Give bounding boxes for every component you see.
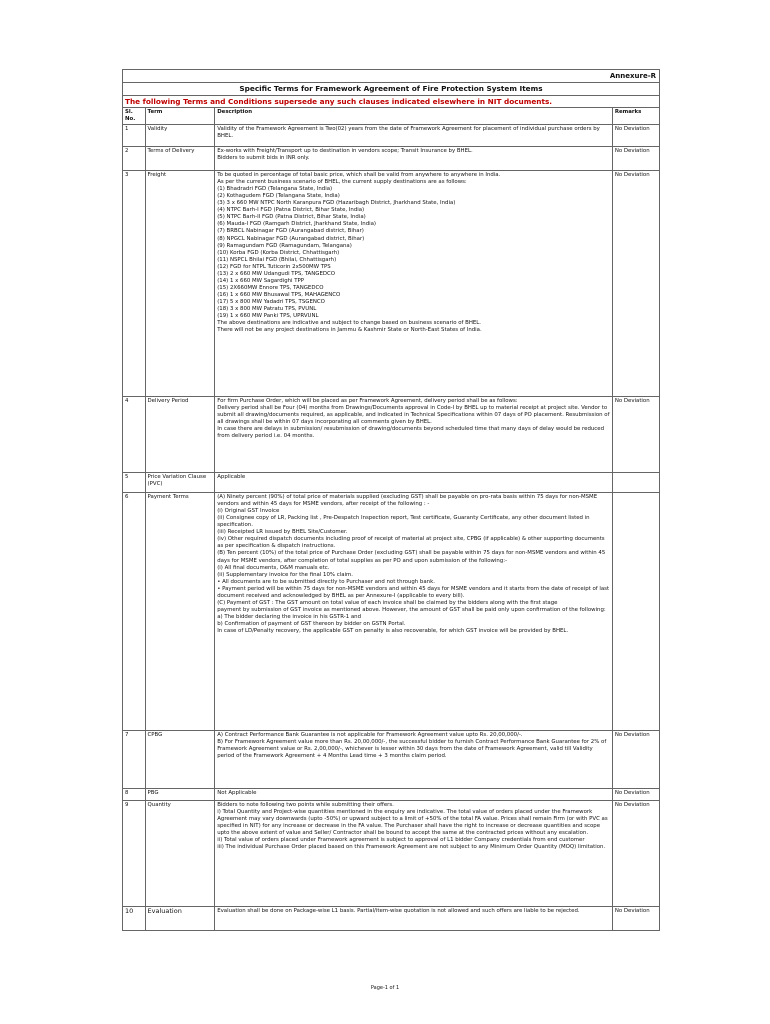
- row-sl: 5: [123, 473, 146, 493]
- row-sl: 3: [123, 171, 146, 397]
- row-sl: 4: [123, 397, 146, 473]
- document-title: Specific Terms for Framework Agreement of Fire Protection System Items: [123, 83, 660, 96]
- row-description: Not Applicable: [215, 789, 613, 801]
- table-row: [123, 907, 660, 931]
- row-term: Payment Terms: [145, 493, 215, 731]
- header-description: Description: [215, 108, 613, 125]
- row-sl: 8: [123, 789, 146, 801]
- row-term: PBG: [145, 789, 215, 801]
- row-description: (A) Ninety percent (90%) of total price of materials supplied (excluding GST) shall be payable on pro-rata basis within 75 days for non-MSME vendors and within 45 days for MSME vendors, after receipt of the following : - (i) Original GST Invoice (ii) Consignee copy of LR, Packing list , Pre-Despatch Inspection report, Test certificate, Guaranty Certificate, any other document listed in specification. (iii) Receipted LR issued by BHEL Site/Customer. (iv) Other required dispatch documents including proof of receipt of material at project site, CPBG (if applicable) & other supporting documents as per specification & dispatch instructions. (B) Ten percent (10%) of the total price of Purchase Order (excluding GST) shall be payable within 75 days for non-MSME vendors and within 45 days for MSME vendors, after completion of total supplies as per PO and upon submission of the following:- (i) All final documents, O&M manuals etc. (ii) Supplementary invoice for the final 10% claim. • All documents are to be submitted directly to Purchaser and not through bank. • Payment period will be within 75 days for non-MSME vendors and within 45 days for MSME vendors and it starts from the date of receipt of last document received and acknowledged by BHEL as per Annexure-I (applicable to every bill). (C) Payment of GST : The GST amount on total value of each invoice shall be claimed by the bidders along with the first stage payment by submission of GST invoice as mentioned above. However, the amount of GST shall be paid only upon confirmation of the following: a) The bidder declaring the invoice in his GSTR-1 and b) Confirmation of payment of GST thereon by bidder on GSTN Portal. In case of LD/Penalty recovery, the applicable GST on penalty is also recoverable, for which GST invoice will be provided by BHEL.: [215, 493, 613, 731]
- row-description: To be quoted in percentage of total basic price, which shall be valid from anywhere to anywhere in India. As per the current business scenario of BHEL, the current supply destinations are as follows: (1) Bhadradri FGD (Telangana State, India) (2) Kothagudem FGD (Telangana State, India) (3) 3 x 660 MW NTPC North Karanpura FGD (Hazaribagh District, Jharkhand State, India) (4) NTPC Barh-I FGD (Patna District, Bihar State, India) (5) NTPC Barh-II FGD (Patna District, Bihar State, India) (6) Mauda-I FGD (Ramgarh District, Jharkhand State, India) (7) BRBCL Nabinagar FGD (Aurangabad district, Bihar) (8) NPGCL Nabinagar FGD (Aurangabad district, Bihar) (9) Ramagundam FGD (Ramagundam, Telangana) (10) Korba FGD (Korba District, Chhattisgarh) (11) NSPCL Bhilai FGD (Bhilai, Chhattisgarh) (12) FGD for NTPL Tuticorin 2x500MW TPS (13) 2 x 660 MW Udangudi TPS, TANGEDCO (14) 1 x 660 MW Sagardighi TPP (15) 2X660MW Ennore TPS, TANGEDCO (16) 1 x 660 MW Bhusawal TPS, MAHAGENCO (17) 5 x 800 MW Yadadri TPS, TSGENCO (18) 3 x 800 MW Patratu TPS, PVUNL (19) 1 x 660 MW Panki TPS, UPRVUNL The above destinations are indicative and subject to change based on business scenario of BHEL. There will not be any project destinations in Jammu & Kashmir State or North-East States of India.: [215, 171, 613, 397]
- row-sl: 6: [123, 493, 146, 731]
- row-term: Delivery Period: [145, 397, 215, 473]
- row-remarks: [612, 473, 659, 493]
- row-term: CPBG: [145, 731, 215, 789]
- row-description: Applicable: [215, 473, 613, 493]
- header-term: Term: [145, 108, 215, 125]
- row-sl: 9: [123, 801, 146, 907]
- row-remarks: No Deviation: [612, 171, 659, 397]
- table-row: [123, 789, 660, 801]
- row-term: Terms of Delivery: [145, 147, 215, 171]
- row-sl: 10: [123, 907, 146, 931]
- row-description: Bidders to note following two points while submitting their offers. i) Total Quantity and Project-wise quantities mentioned in the enquiry are indicative. The total value of orders placed under the Framework Agreement may vary downwards (upto -50%) or upward subject to a limit of +50% of the total FA value. Prices shall remain Firm (or with PVC as specified in NIT) for any increase or decrease in the FA value. The Purchaser shall have the right to increase or decrease quantities and scope upto the above extent of value and Seller/ Contractor shall be bound to accept the same at the contracted prices without any escalation. ii) Total value of orders placed under Framework agreement is subject to approval of L1 bidder Company credentials from end customer iii) The individual Purchase Order placed based on this Framework Agreement are not subject to any Minimum Order Quantity (MOQ) limitation.: [215, 801, 613, 907]
- row-sl: 1: [123, 125, 146, 147]
- supersede-notice: The following Terms and Conditions supersede any such clauses indicated elsewhere in NIT documents.: [123, 96, 660, 108]
- table-row: [123, 397, 660, 473]
- row-remarks: No Deviation: [612, 731, 659, 789]
- row-description: Validity of the Framework Agreement is Two(02) years from the date of Framework Agreement for placement of individual purchase orders by BHEL.: [215, 125, 613, 147]
- header-remarks: Remarks: [612, 108, 659, 125]
- row-term: Evaluation: [145, 907, 215, 931]
- table-row: [123, 147, 660, 171]
- row-remarks: No Deviation: [612, 397, 659, 473]
- table-row: [123, 493, 660, 731]
- row-description: A) Contract Performance Bank Guarantee is not applicable for Framework Agreement value upto Rs. 20,00,000/-. B) For Framework Agreement value more than Rs. 20,00,000/-, the successful bidder to furnish Contract Performance Bank Guarantee for 2% of Framework Agreement value or Rs. 2,00,000/-, whichever is lesser within 30 days from the date of Framework Agreement, valid till Validity period of the Framework Agreement + 4 Months Lead time + 3 months claim period.: [215, 731, 613, 789]
- row-description: Ex-works with Freight/Transport up to destination in vendors scope; Transit Insurance by BHEL. Bidders to submit bids in INR only.: [215, 147, 613, 171]
- page-footer: Page-1 of 1: [370, 985, 400, 991]
- table-row: [123, 731, 660, 789]
- row-sl: 7: [123, 731, 146, 789]
- row-description: Evaluation shall be done on Package-wise L1 basis. Partial/item-wise quotation is not allowed and such offers are liable to be rejected.: [215, 907, 613, 931]
- row-term: Quantity: [145, 801, 215, 907]
- row-term: Validity: [145, 125, 215, 147]
- row-remarks: No Deviation: [612, 907, 659, 931]
- row-remarks: No Deviation: [612, 789, 659, 801]
- row-remarks: No Deviation: [612, 125, 659, 147]
- row-remarks: No Deviation: [612, 801, 659, 907]
- document: [122, 69, 660, 931]
- table-row: [123, 473, 660, 493]
- header-sl: Sl. No.: [123, 108, 146, 125]
- terms-table: [122, 69, 660, 931]
- row-sl: 2: [123, 147, 146, 171]
- table-row: [123, 125, 660, 147]
- row-term: Price Variation Clause (PVC): [145, 473, 215, 493]
- table-row: [123, 801, 660, 907]
- row-remarks: No Deviation: [612, 147, 659, 171]
- header-row: [123, 108, 660, 125]
- annexure-label: Annexure-R: [123, 70, 660, 83]
- row-description: For firm Purchase Order, which will be placed as per Framework Agreement, delivery period shall be as follows: Delivery period shall be Four (04) months from Drawings/Documents approval in Code-I by BHEL up to material receipt at project site. Vendor to submit all drawing/documents required, as applicable, and indicated in Technical Specifications within 07 days of PO placement. Resubmission of all drawings shall be within 07 days incorporating all comments given by BHEL. In case there are delays in submission/ resubmission of drawing/documents beyond scheduled time that many days of delay would be reduced from delivery period i.e. 04 months.: [215, 397, 613, 473]
- row-term: Freight: [145, 171, 215, 397]
- row-remarks: [612, 493, 659, 731]
- table-row: [123, 171, 660, 397]
